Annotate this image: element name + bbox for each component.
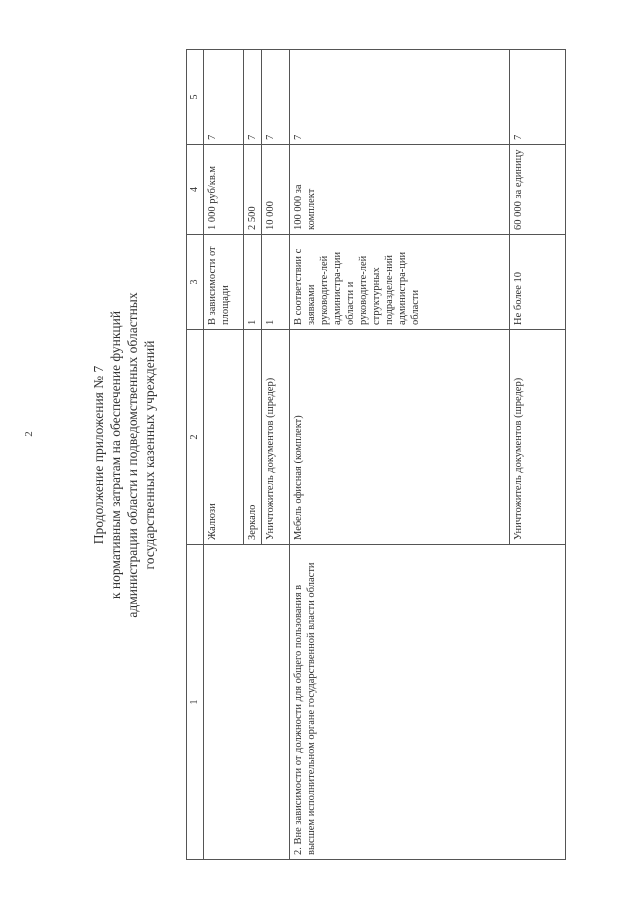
header-col-5: 5 bbox=[187, 50, 204, 145]
quantity-cell: 1 bbox=[262, 235, 290, 330]
price-cell: 1 000 руб/кв.м bbox=[204, 145, 244, 235]
price-cell: 2 500 bbox=[244, 145, 262, 235]
category-cell: 2. Вне зависимости от должности для общего пользования в высшем исполнительном органе государственной власти области bbox=[290, 545, 566, 860]
item-cell: Уничтожитель документов (шредер) bbox=[262, 330, 290, 545]
header-col-2: 2 bbox=[187, 330, 204, 545]
item-cell: Мебель офисная (комплект) bbox=[290, 330, 510, 545]
term-cell: 7 bbox=[290, 50, 510, 145]
item-cell: Уничтожитель документов (шредер) bbox=[510, 330, 566, 545]
page-number: 2 bbox=[22, 431, 35, 437]
title-line-4: государственных казенных учреждений bbox=[142, 340, 157, 570]
term-cell: 7 bbox=[204, 50, 244, 145]
title-line-1: Продолжение приложения № 7 bbox=[91, 365, 106, 545]
quantity-cell: Не более 10 bbox=[510, 235, 566, 330]
quantity-cell: В зависимости от площади bbox=[204, 235, 244, 330]
header-col-3: 3 bbox=[187, 235, 204, 330]
table-row bbox=[290, 50, 510, 860]
title-line-3: администрации области и подведомственных областных bbox=[125, 292, 140, 618]
price-cell: 100 000 за комплект bbox=[290, 145, 510, 235]
price-cell: 60 000 за единицу bbox=[510, 145, 566, 235]
item-cell: Зеркало bbox=[244, 330, 262, 545]
category-cell bbox=[204, 545, 290, 860]
term-cell: 7 bbox=[244, 50, 262, 145]
norms-table bbox=[186, 49, 566, 860]
header-col-4: 4 bbox=[187, 145, 204, 235]
table-row bbox=[204, 50, 244, 860]
document-title bbox=[90, 70, 158, 840]
item-cell: Жалюзи bbox=[204, 330, 244, 545]
table-header-row bbox=[187, 50, 204, 860]
term-cell: 7 bbox=[262, 50, 290, 145]
quantity-cell: 1 bbox=[244, 235, 262, 330]
price-cell: 10 000 bbox=[262, 145, 290, 235]
term-cell: 7 bbox=[510, 50, 566, 145]
header-col-1: 1 bbox=[187, 545, 204, 860]
title-line-2: к нормативным затратам на обеспечение функций bbox=[108, 310, 123, 600]
quantity-cell: В соответствии с заявками руководите-лей администра-ции области и руководите-лей структурных подразделе-ний администра-ции области bbox=[290, 235, 510, 330]
rotated-content bbox=[90, 50, 560, 860]
